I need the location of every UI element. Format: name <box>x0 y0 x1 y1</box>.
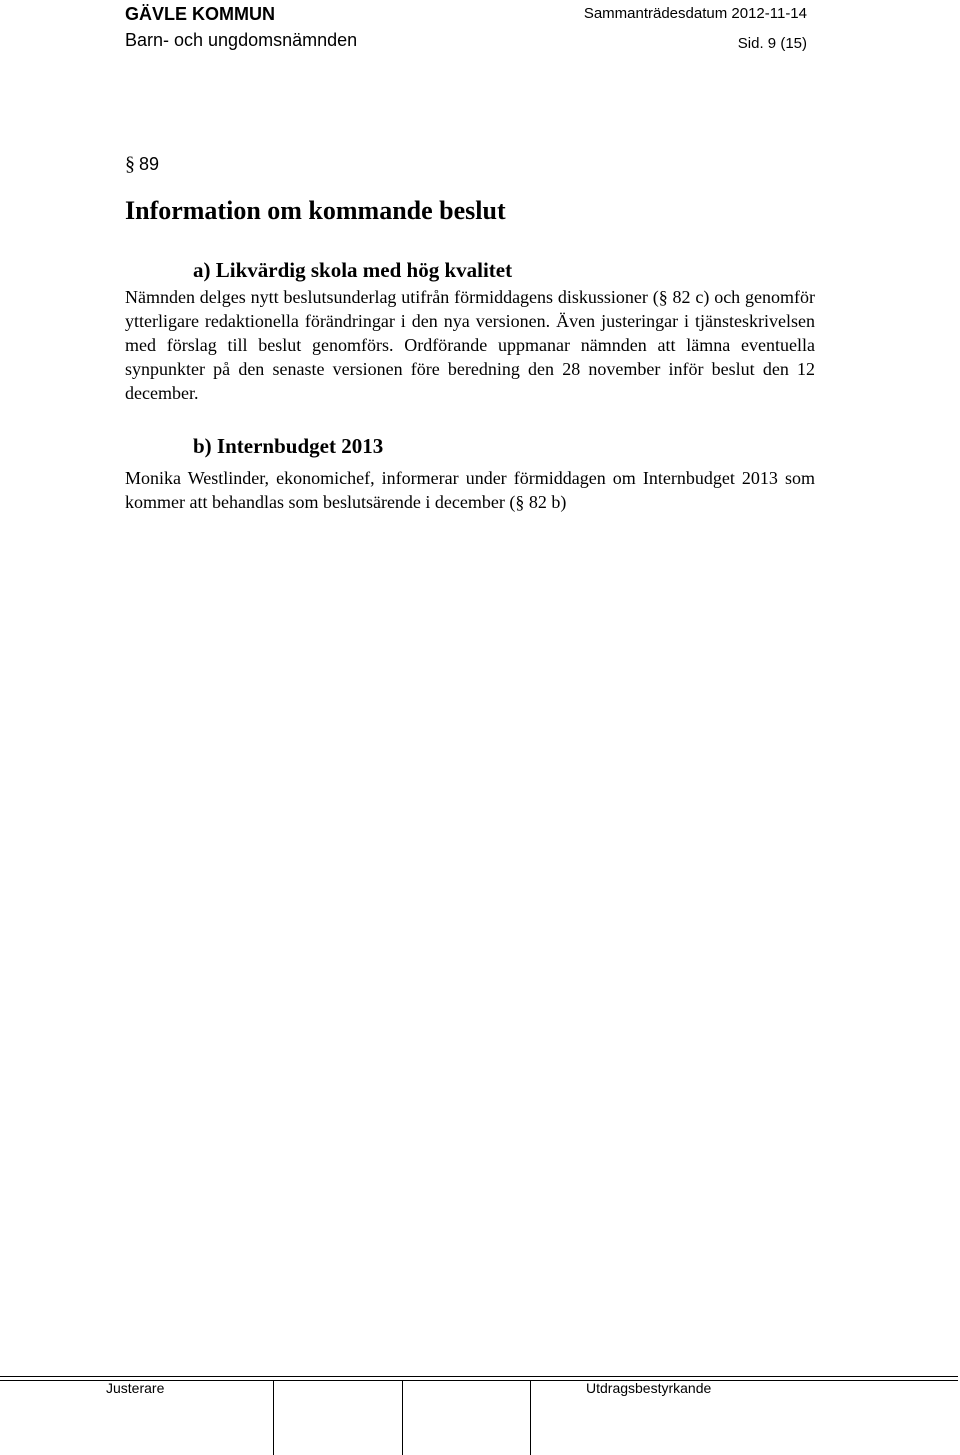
section-b-heading: b) Internbudget 2013 <box>193 434 384 458</box>
footer-divider-top <box>0 1376 958 1377</box>
section-a-heading: a) Likvärdig skola med hög kvalitet <box>193 258 513 282</box>
paragraph-number-value: 89 <box>139 154 160 174</box>
footer-column-divider <box>273 1380 274 1455</box>
section-a-text: Nämnden delges nytt beslutsunderlag utifrån förmiddagens diskussioner (§ 82 c) och genomför ytterligare redaktionella förändringar i den nya versionen. Även justeringar i tjänsteskrivelsen med förslag till beslut genomförs. Ordförande uppmanar nämnden att lämna eventuella synpunkter på den senaste versionen före beredning den 28 november inför beslut den 12 december. <box>125 287 815 403</box>
footer-column-divider <box>530 1380 531 1455</box>
section-symbol: § <box>125 153 135 175</box>
signature-footer <box>0 1376 960 1455</box>
utdragsbestyrkande-label: Utdragsbestyrkande <box>586 1380 712 1396</box>
document-header-right <box>584 5 807 53</box>
board-name: Barn- och ungdomsnämnden <box>125 30 358 50</box>
justerare-label: Justerare <box>106 1380 165 1396</box>
page-title: Information om kommande beslut <box>125 196 506 225</box>
footer-column-divider <box>402 1380 403 1455</box>
document-header-left <box>125 3 357 51</box>
meeting-date: Sammanträdesdatum 2012-11-14 <box>583 5 807 22</box>
paragraph-number <box>125 153 159 175</box>
section-b-text: Monika Westlinder, ekonomichef, informerar under förmiddagen om Internbudget 2013 som kommer att behandlas som beslutsärende i december (§ 82 b) <box>125 468 815 512</box>
page-number: Sid. 9 (15) <box>737 35 807 52</box>
organization-name: GÄVLE KOMMUN <box>125 4 275 24</box>
